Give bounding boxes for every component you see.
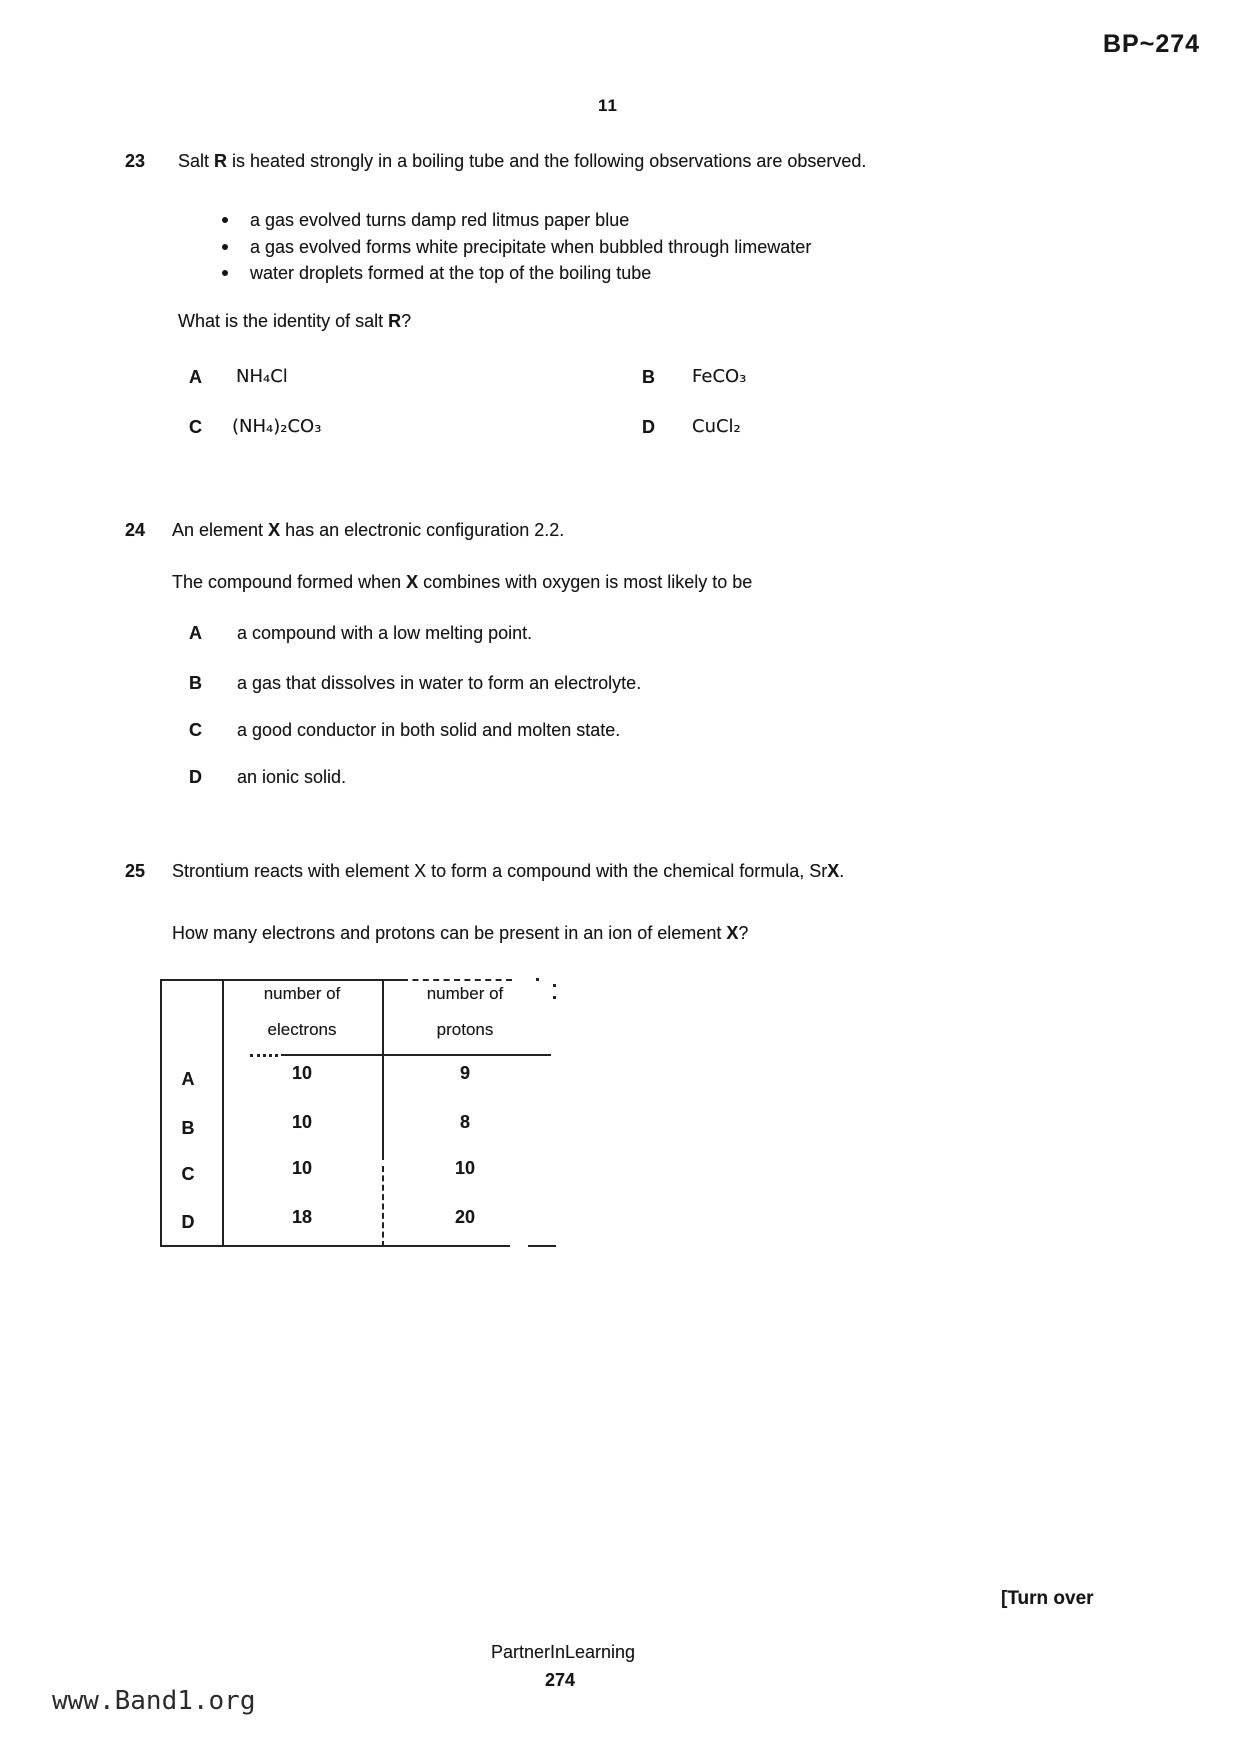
q24-option-c-text: a good conductor in both solid and molten state. (237, 720, 621, 740)
table-row-c-electrons: 10 (291, 1158, 313, 1178)
table-top-border (160, 979, 402, 981)
q25-stem: Strontium reacts with element X to form a compound with the chemical formula, SrX. (172, 861, 845, 881)
q23-bullet-1: a gas evolved turns damp red litmus paper blue (250, 210, 630, 230)
q24-option-b-letter: B (189, 673, 202, 693)
table-row-a-letter: A (181, 1069, 195, 1089)
page-number: 11 (598, 96, 618, 115)
q24-option-c-letter: C (189, 720, 202, 740)
table-row-c-protons: 10 (454, 1158, 476, 1178)
q23-bullet-3: water droplets formed at the top of the boiling tube (250, 263, 652, 283)
table-divider-2-dashed (382, 1166, 384, 1247)
table-row-b-electrons: 10 (291, 1112, 313, 1132)
scan-artifact (536, 978, 539, 981)
footer-url: www.Band1.org (52, 1686, 256, 1716)
footer-brand: PartnerInLearning (490, 1642, 636, 1662)
col2-header-line1: number of (426, 984, 504, 1003)
q23-bullet-2: a gas evolved forms white precipitate when bubbled through limewater (250, 237, 812, 257)
table-row-b-letter: B (181, 1118, 195, 1138)
q23-option-d-letter: D (642, 417, 655, 437)
q23-number: 23 (125, 151, 146, 171)
bullet-icon (222, 270, 228, 276)
col1-header-line2: electrons (267, 1020, 337, 1039)
q24-option-a-letter: A (189, 623, 202, 643)
q23-option-a-letter: A (189, 367, 202, 387)
turn-over-label: [Turn over (1001, 1588, 1094, 1609)
col2-header-line2: protons (436, 1020, 494, 1039)
bullet-icon (222, 244, 228, 250)
table-row-d-protons: 20 (454, 1207, 476, 1227)
scan-artifact (553, 984, 556, 987)
q25-number: 25 (125, 861, 146, 881)
header-underline (281, 1054, 551, 1056)
q24-stem: An element X has an electronic configuration 2.2. (172, 520, 565, 540)
bullet-icon (222, 217, 228, 223)
q23-option-c-letter: C (189, 417, 202, 437)
q23-option-b-text: FeCO₃ (692, 366, 747, 387)
footer-page-number: 274 (544, 1670, 576, 1690)
table-row-a-protons: 9 (459, 1063, 471, 1083)
q24-option-b-text: a gas that dissolves in water to form an electrolyte. (237, 673, 642, 693)
col1-header-line1: number of (263, 984, 341, 1003)
q24-option-a-text: a compound with a low melting point. (237, 623, 533, 643)
table-top-border-dashed (402, 979, 512, 981)
table-bottom-border (160, 1245, 510, 1247)
table-row-d-electrons: 18 (291, 1207, 313, 1227)
q25-line2: How many electrons and protons can be present in an ion of element X? (172, 923, 749, 943)
table-row-b-protons: 8 (459, 1112, 471, 1132)
q24-line2: The compound formed when X combines with oxygen is most likely to be (172, 572, 753, 592)
table-left-border (160, 979, 162, 1247)
paper-code: BP~274 (1103, 30, 1201, 58)
q24-option-d-text: an ionic solid. (237, 767, 347, 787)
table-divider-1 (222, 979, 224, 1247)
table-divider-2 (382, 979, 384, 1160)
scan-artifact (553, 996, 556, 999)
q24-number: 24 (125, 520, 146, 540)
q23-option-d-text: CuCl₂ (692, 416, 741, 437)
table-bottom-border-dash (528, 1245, 556, 1247)
q23-option-c-text: (NH₄)₂CO₃ (232, 416, 322, 437)
q24-option-d-letter: D (189, 767, 202, 787)
table-row-c-letter: C (181, 1164, 195, 1184)
q23-question: What is the identity of salt R? (178, 311, 412, 331)
header-underline-dots (250, 1054, 278, 1057)
table-row-a-electrons: 10 (291, 1063, 313, 1083)
q23-option-a-text: NH₄Cl (236, 366, 288, 387)
q23-option-b-letter: B (642, 367, 655, 387)
table-row-d-letter: D (181, 1212, 195, 1232)
q23-stem: Salt R is heated strongly in a boiling tube and the following observations are observed. (178, 151, 867, 171)
